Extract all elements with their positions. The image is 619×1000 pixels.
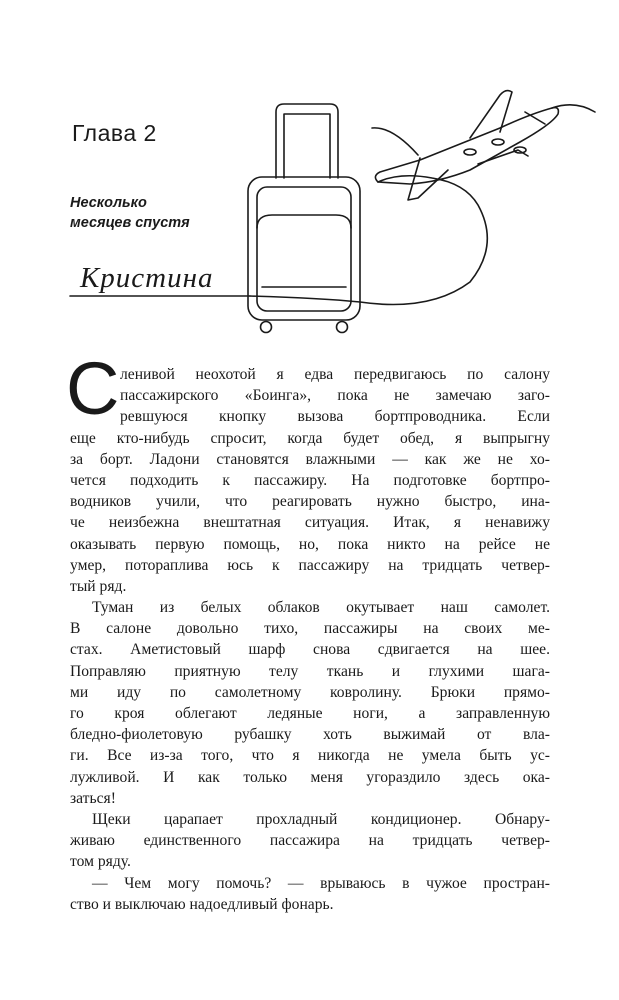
text-line: В салоне довольно тихо, пассажиры на своих ме- (70, 620, 550, 638)
text-line: стах. Аметистовый шарф снова сдвигается на шее. (70, 641, 550, 659)
text-line: пассажирского «Боинга», пока не замечаю заго- (120, 387, 550, 405)
suitcase-wheel-right (337, 322, 348, 333)
text-line: заться! (70, 789, 116, 807)
text-line: Туман из белых облаков окутывает наш самолет. (92, 599, 550, 617)
text-line: еще кто-нибудь спросит, когда будет обед, я выпрыгну (70, 429, 550, 447)
text-line: лужливой. И как только меня угораздило здесь ока- (70, 768, 550, 786)
suitcase-handle (276, 104, 338, 178)
text-line: за борт. Ладони становятся влажными — как же не хо- (70, 450, 550, 468)
subtitle-line: Несколько (70, 195, 147, 211)
text-line: чется подходить к пассажиру. На подготовке бортпро- (70, 471, 550, 489)
text-line: тый ряд. (70, 577, 127, 595)
drop-cap: С (66, 347, 120, 430)
suitcase-wheel-left (261, 322, 272, 333)
text-line: Поправляю приятную телу ткань и глухими шага- (70, 662, 550, 680)
text-line: ство и выключаю надоедливый фонарь. (70, 895, 334, 913)
flight-path-line (250, 176, 487, 305)
text-line: го кроя облегают ледяные ноги, а заправленную (70, 705, 550, 722)
body-text (70, 364, 550, 915)
pov-character-name: Кристина (80, 262, 214, 294)
text-line: Щеки царапает прохладный кондиционер. Обнару- (92, 810, 550, 828)
text-line: живаю единственного пассажира на тридцать четвер- (70, 832, 550, 850)
airplane-icon (372, 91, 595, 200)
text-line: ги. Все из-за того, что я никогда не умела быть ус- (70, 747, 550, 765)
text-line: оказывать первую помощь, но, пока никто на рейсе не (70, 535, 550, 553)
text-line: умер, потораплива юсь к пассажиру на тридцать четвер- (70, 556, 550, 574)
text-line: ленивой неохотой я едва передвигаюсь по салону (120, 366, 550, 383)
text-line: водников учили, что реагировать нужно быстро, ина- (70, 493, 550, 511)
text-line: че неизбежна внештатная ситуация. Итак, я ненавижу (70, 514, 550, 532)
subtitle-line: месяцев спустя (70, 215, 190, 231)
text-line: бледно-фиолетовую рубашку хоть выжимай от вла- (70, 726, 550, 744)
text-line: — Чем могу помочь? — врываюсь в чужое простран- (92, 874, 550, 892)
text-line: том ряду. (70, 853, 131, 871)
text-line: ревшуюся кнопку вызова бортпроводника. Если (120, 408, 550, 426)
text-line: ми иду по самолетному ковролину. Брюки прямо- (70, 683, 550, 701)
chapter-title: Глава 2 (72, 120, 157, 146)
chapter-subtitle (70, 193, 260, 233)
